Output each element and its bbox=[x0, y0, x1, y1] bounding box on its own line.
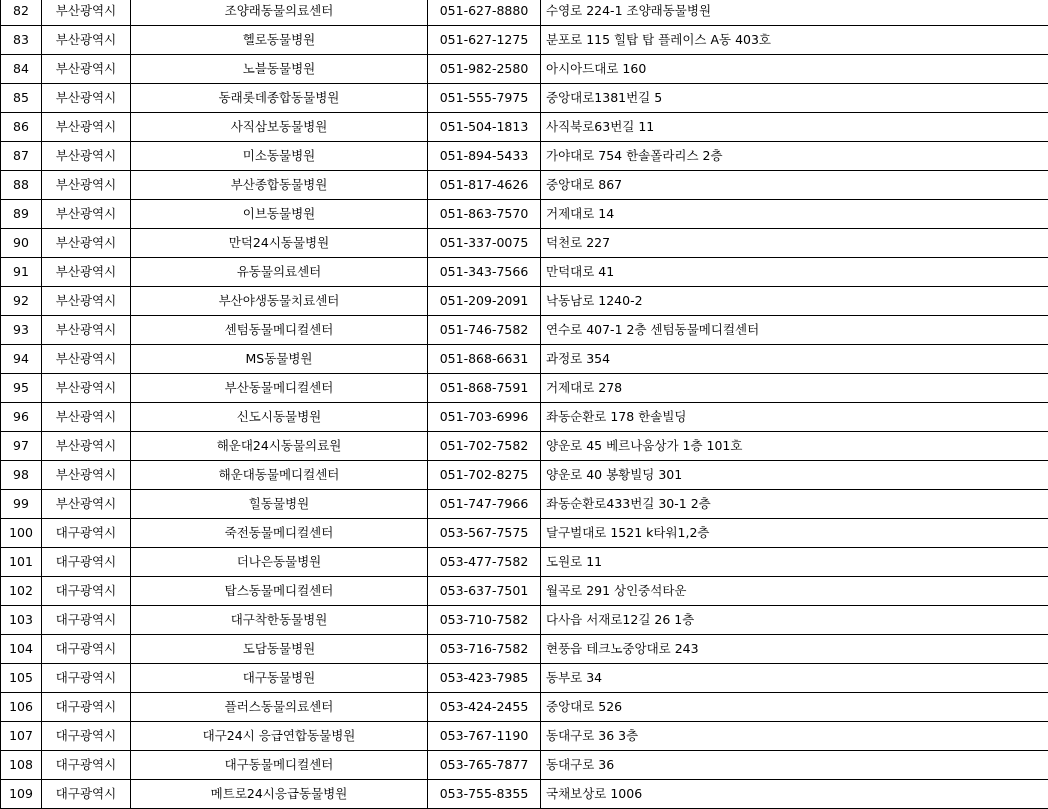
hospital-name-cell: 해운대24시동물의료원 bbox=[131, 432, 428, 461]
row-number-cell: 108 bbox=[1, 751, 42, 780]
hospital-name-cell: 신도시동물병원 bbox=[131, 403, 428, 432]
region-cell: 대구광역시 bbox=[42, 693, 131, 722]
hospital-name-cell: 힐동물병원 bbox=[131, 490, 428, 519]
phone-cell: 053-710-7582 bbox=[428, 606, 541, 635]
address-cell: 거제대로 14 bbox=[541, 200, 1048, 229]
row-number-cell: 85 bbox=[1, 84, 42, 113]
address-cell: 달구벌대로 1521 k타워1,2층 bbox=[541, 519, 1048, 548]
table-row bbox=[1, 403, 1048, 432]
row-number-cell: 105 bbox=[1, 664, 42, 693]
table-row bbox=[1, 84, 1048, 113]
region-cell: 부산광역시 bbox=[42, 490, 131, 519]
address-cell: 중앙대로 526 bbox=[541, 693, 1048, 722]
row-number-cell: 96 bbox=[1, 403, 42, 432]
address-cell: 월곡로 291 상인중석타운 bbox=[541, 577, 1048, 606]
region-cell: 부산광역시 bbox=[42, 345, 131, 374]
region-cell: 부산광역시 bbox=[42, 26, 131, 55]
address-cell: 동대구로 36 bbox=[541, 751, 1048, 780]
row-number-cell: 104 bbox=[1, 635, 42, 664]
phone-cell: 053-567-7575 bbox=[428, 519, 541, 548]
row-number-cell: 109 bbox=[1, 780, 42, 809]
address-cell: 수영로 224-1 조양래동물병원 bbox=[541, 0, 1048, 26]
region-cell: 대구광역시 bbox=[42, 780, 131, 809]
hospital-name-cell: 이브동물병원 bbox=[131, 200, 428, 229]
region-cell: 부산광역시 bbox=[42, 258, 131, 287]
table-row bbox=[1, 0, 1048, 26]
hospital-name-cell: 조양래동물의료센터 bbox=[131, 0, 428, 26]
hospital-name-cell: 대구동물병원 bbox=[131, 664, 428, 693]
address-cell: 분포로 115 힐탑 탑 플레이스 A동 403호 bbox=[541, 26, 1048, 55]
hospital-name-cell: 유동물의료센터 bbox=[131, 258, 428, 287]
row-number-cell: 92 bbox=[1, 287, 42, 316]
row-number-cell: 95 bbox=[1, 374, 42, 403]
address-cell: 현풍읍 테크노중앙대로 243 bbox=[541, 635, 1048, 664]
hospital-name-cell: 부산야생동물치료센터 bbox=[131, 287, 428, 316]
table-row bbox=[1, 635, 1048, 664]
address-cell: 덕천로 227 bbox=[541, 229, 1048, 258]
region-cell: 대구광역시 bbox=[42, 606, 131, 635]
row-number-cell: 102 bbox=[1, 577, 42, 606]
phone-cell: 053-637-7501 bbox=[428, 577, 541, 606]
phone-cell: 051-817-4626 bbox=[428, 171, 541, 200]
row-number-cell: 90 bbox=[1, 229, 42, 258]
region-cell: 부산광역시 bbox=[42, 316, 131, 345]
phone-cell: 051-209-2091 bbox=[428, 287, 541, 316]
region-cell: 대구광역시 bbox=[42, 519, 131, 548]
row-number-cell: 93 bbox=[1, 316, 42, 345]
hospital-name-cell: 동래롯데종합동물병원 bbox=[131, 84, 428, 113]
hospital-name-cell: 헬로동물병원 bbox=[131, 26, 428, 55]
row-number-cell: 84 bbox=[1, 55, 42, 84]
region-cell: 대구광역시 bbox=[42, 722, 131, 751]
region-cell: 부산광역시 bbox=[42, 200, 131, 229]
phone-cell: 051-863-7570 bbox=[428, 200, 541, 229]
table-row bbox=[1, 113, 1048, 142]
table-row bbox=[1, 55, 1048, 84]
phone-cell: 053-755-8355 bbox=[428, 780, 541, 809]
region-cell: 대구광역시 bbox=[42, 577, 131, 606]
address-cell: 가야대로 754 한솔폴라리스 2층 bbox=[541, 142, 1048, 171]
address-cell: 좌동순환로433번길 30-1 2층 bbox=[541, 490, 1048, 519]
row-number-cell: 82 bbox=[1, 0, 42, 26]
region-cell: 부산광역시 bbox=[42, 84, 131, 113]
hospital-name-cell: 대구24시 응급연합동물병원 bbox=[131, 722, 428, 751]
region-cell: 부산광역시 bbox=[42, 374, 131, 403]
phone-cell: 053-767-1190 bbox=[428, 722, 541, 751]
address-cell: 좌동순환로 178 한솔빌딩 bbox=[541, 403, 1048, 432]
hospital-name-cell: 부산종합동물병원 bbox=[131, 171, 428, 200]
row-number-cell: 106 bbox=[1, 693, 42, 722]
address-cell: 거제대로 278 bbox=[541, 374, 1048, 403]
table-row bbox=[1, 664, 1048, 693]
hospital-name-cell: 대구동물메디컬센터 bbox=[131, 751, 428, 780]
table-row bbox=[1, 751, 1048, 780]
table-row bbox=[1, 258, 1048, 287]
region-cell: 부산광역시 bbox=[42, 287, 131, 316]
row-number-cell: 88 bbox=[1, 171, 42, 200]
hospital-name-cell: 사직삼보동물병원 bbox=[131, 113, 428, 142]
row-number-cell: 89 bbox=[1, 200, 42, 229]
address-cell: 도원로 11 bbox=[541, 548, 1048, 577]
address-cell: 동대구로 36 3층 bbox=[541, 722, 1048, 751]
table-body bbox=[1, 0, 1048, 809]
table-row bbox=[1, 345, 1048, 374]
phone-cell: 053-477-7582 bbox=[428, 548, 541, 577]
region-cell: 부산광역시 bbox=[42, 0, 131, 26]
row-number-cell: 101 bbox=[1, 548, 42, 577]
table-row bbox=[1, 722, 1048, 751]
phone-cell: 051-746-7582 bbox=[428, 316, 541, 345]
table-row bbox=[1, 142, 1048, 171]
hospital-name-cell: 플러스동물의료센터 bbox=[131, 693, 428, 722]
row-number-cell: 87 bbox=[1, 142, 42, 171]
region-cell: 부산광역시 bbox=[42, 171, 131, 200]
row-number-cell: 99 bbox=[1, 490, 42, 519]
hospital-name-cell: 미소동물병원 bbox=[131, 142, 428, 171]
row-number-cell: 103 bbox=[1, 606, 42, 635]
table-row bbox=[1, 287, 1048, 316]
row-number-cell: 100 bbox=[1, 519, 42, 548]
table-row bbox=[1, 374, 1048, 403]
table-row bbox=[1, 693, 1048, 722]
region-cell: 부산광역시 bbox=[42, 461, 131, 490]
phone-cell: 053-423-7985 bbox=[428, 664, 541, 693]
phone-cell: 051-702-8275 bbox=[428, 461, 541, 490]
table-row bbox=[1, 548, 1048, 577]
region-cell: 대구광역시 bbox=[42, 664, 131, 693]
region-cell: 부산광역시 bbox=[42, 403, 131, 432]
table-row bbox=[1, 519, 1048, 548]
phone-cell: 053-716-7582 bbox=[428, 635, 541, 664]
row-number-cell: 97 bbox=[1, 432, 42, 461]
phone-cell: 051-894-5433 bbox=[428, 142, 541, 171]
table-row bbox=[1, 432, 1048, 461]
phone-cell: 051-627-1275 bbox=[428, 26, 541, 55]
address-cell: 아시아드대로 160 bbox=[541, 55, 1048, 84]
phone-cell: 051-343-7566 bbox=[428, 258, 541, 287]
row-number-cell: 94 bbox=[1, 345, 42, 374]
phone-cell: 051-747-7966 bbox=[428, 490, 541, 519]
address-cell: 중앙대로1381번길 5 bbox=[541, 84, 1048, 113]
hospital-name-cell: 만덕24시동물병원 bbox=[131, 229, 428, 258]
phone-cell: 053-765-7877 bbox=[428, 751, 541, 780]
region-cell: 부산광역시 bbox=[42, 229, 131, 258]
row-number-cell: 107 bbox=[1, 722, 42, 751]
address-cell: 만덕대로 41 bbox=[541, 258, 1048, 287]
hospital-name-cell: 탑스동물메디컬센터 bbox=[131, 577, 428, 606]
table-row bbox=[1, 26, 1048, 55]
address-cell: 다사읍 서재로12길 26 1층 bbox=[541, 606, 1048, 635]
address-cell: 낙동남로 1240-2 bbox=[541, 287, 1048, 316]
phone-cell: 051-868-7591 bbox=[428, 374, 541, 403]
hospital-name-cell: 노블동물병원 bbox=[131, 55, 428, 84]
region-cell: 대구광역시 bbox=[42, 751, 131, 780]
hospital-name-cell: 대구착한동물병원 bbox=[131, 606, 428, 635]
hospital-name-cell: 해운대동물메디컬센터 bbox=[131, 461, 428, 490]
table-row bbox=[1, 200, 1048, 229]
address-cell: 양운로 45 베르나움상가 1층 101호 bbox=[541, 432, 1048, 461]
hospital-name-cell: 메트로24시응급동물병원 bbox=[131, 780, 428, 809]
table-row bbox=[1, 780, 1048, 809]
phone-cell: 051-504-1813 bbox=[428, 113, 541, 142]
table-row bbox=[1, 229, 1048, 258]
address-cell: 양운로 40 봉황빌딩 301 bbox=[541, 461, 1048, 490]
phone-cell: 053-424-2455 bbox=[428, 693, 541, 722]
hospital-name-cell: 더나은동물병원 bbox=[131, 548, 428, 577]
table-row bbox=[1, 461, 1048, 490]
region-cell: 부산광역시 bbox=[42, 142, 131, 171]
address-cell: 사직북로63번길 11 bbox=[541, 113, 1048, 142]
phone-cell: 051-868-6631 bbox=[428, 345, 541, 374]
address-cell: 동부로 34 bbox=[541, 664, 1048, 693]
phone-cell: 051-627-8880 bbox=[428, 0, 541, 26]
row-number-cell: 83 bbox=[1, 26, 42, 55]
address-cell: 중앙대로 867 bbox=[541, 171, 1048, 200]
address-cell: 국채보상로 1006 bbox=[541, 780, 1048, 809]
phone-cell: 051-703-6996 bbox=[428, 403, 541, 432]
table-row bbox=[1, 490, 1048, 519]
phone-cell: 051-337-0075 bbox=[428, 229, 541, 258]
region-cell: 부산광역시 bbox=[42, 113, 131, 142]
hospital-name-cell: 죽전동물메디컬센터 bbox=[131, 519, 428, 548]
table-row bbox=[1, 171, 1048, 200]
hospital-name-cell: 부산동물메디컬센터 bbox=[131, 374, 428, 403]
table-row bbox=[1, 577, 1048, 606]
phone-cell: 051-982-2580 bbox=[428, 55, 541, 84]
phone-cell: 051-702-7582 bbox=[428, 432, 541, 461]
region-cell: 부산광역시 bbox=[42, 432, 131, 461]
address-cell: 과정로 354 bbox=[541, 345, 1048, 374]
table-row bbox=[1, 316, 1048, 345]
region-cell: 부산광역시 bbox=[42, 55, 131, 84]
row-number-cell: 86 bbox=[1, 113, 42, 142]
hospital-name-cell: 센텀동물메디컬센터 bbox=[131, 316, 428, 345]
region-cell: 대구광역시 bbox=[42, 635, 131, 664]
row-number-cell: 98 bbox=[1, 461, 42, 490]
address-cell: 연수로 407-1 2층 센텀동물메디컬센터 bbox=[541, 316, 1048, 345]
phone-cell: 051-555-7975 bbox=[428, 84, 541, 113]
row-number-cell: 91 bbox=[1, 258, 42, 287]
table-row bbox=[1, 606, 1048, 635]
hospital-name-cell: 도담동물병원 bbox=[131, 635, 428, 664]
region-cell: 대구광역시 bbox=[42, 548, 131, 577]
hospital-name-cell: MS동물병원 bbox=[131, 345, 428, 374]
